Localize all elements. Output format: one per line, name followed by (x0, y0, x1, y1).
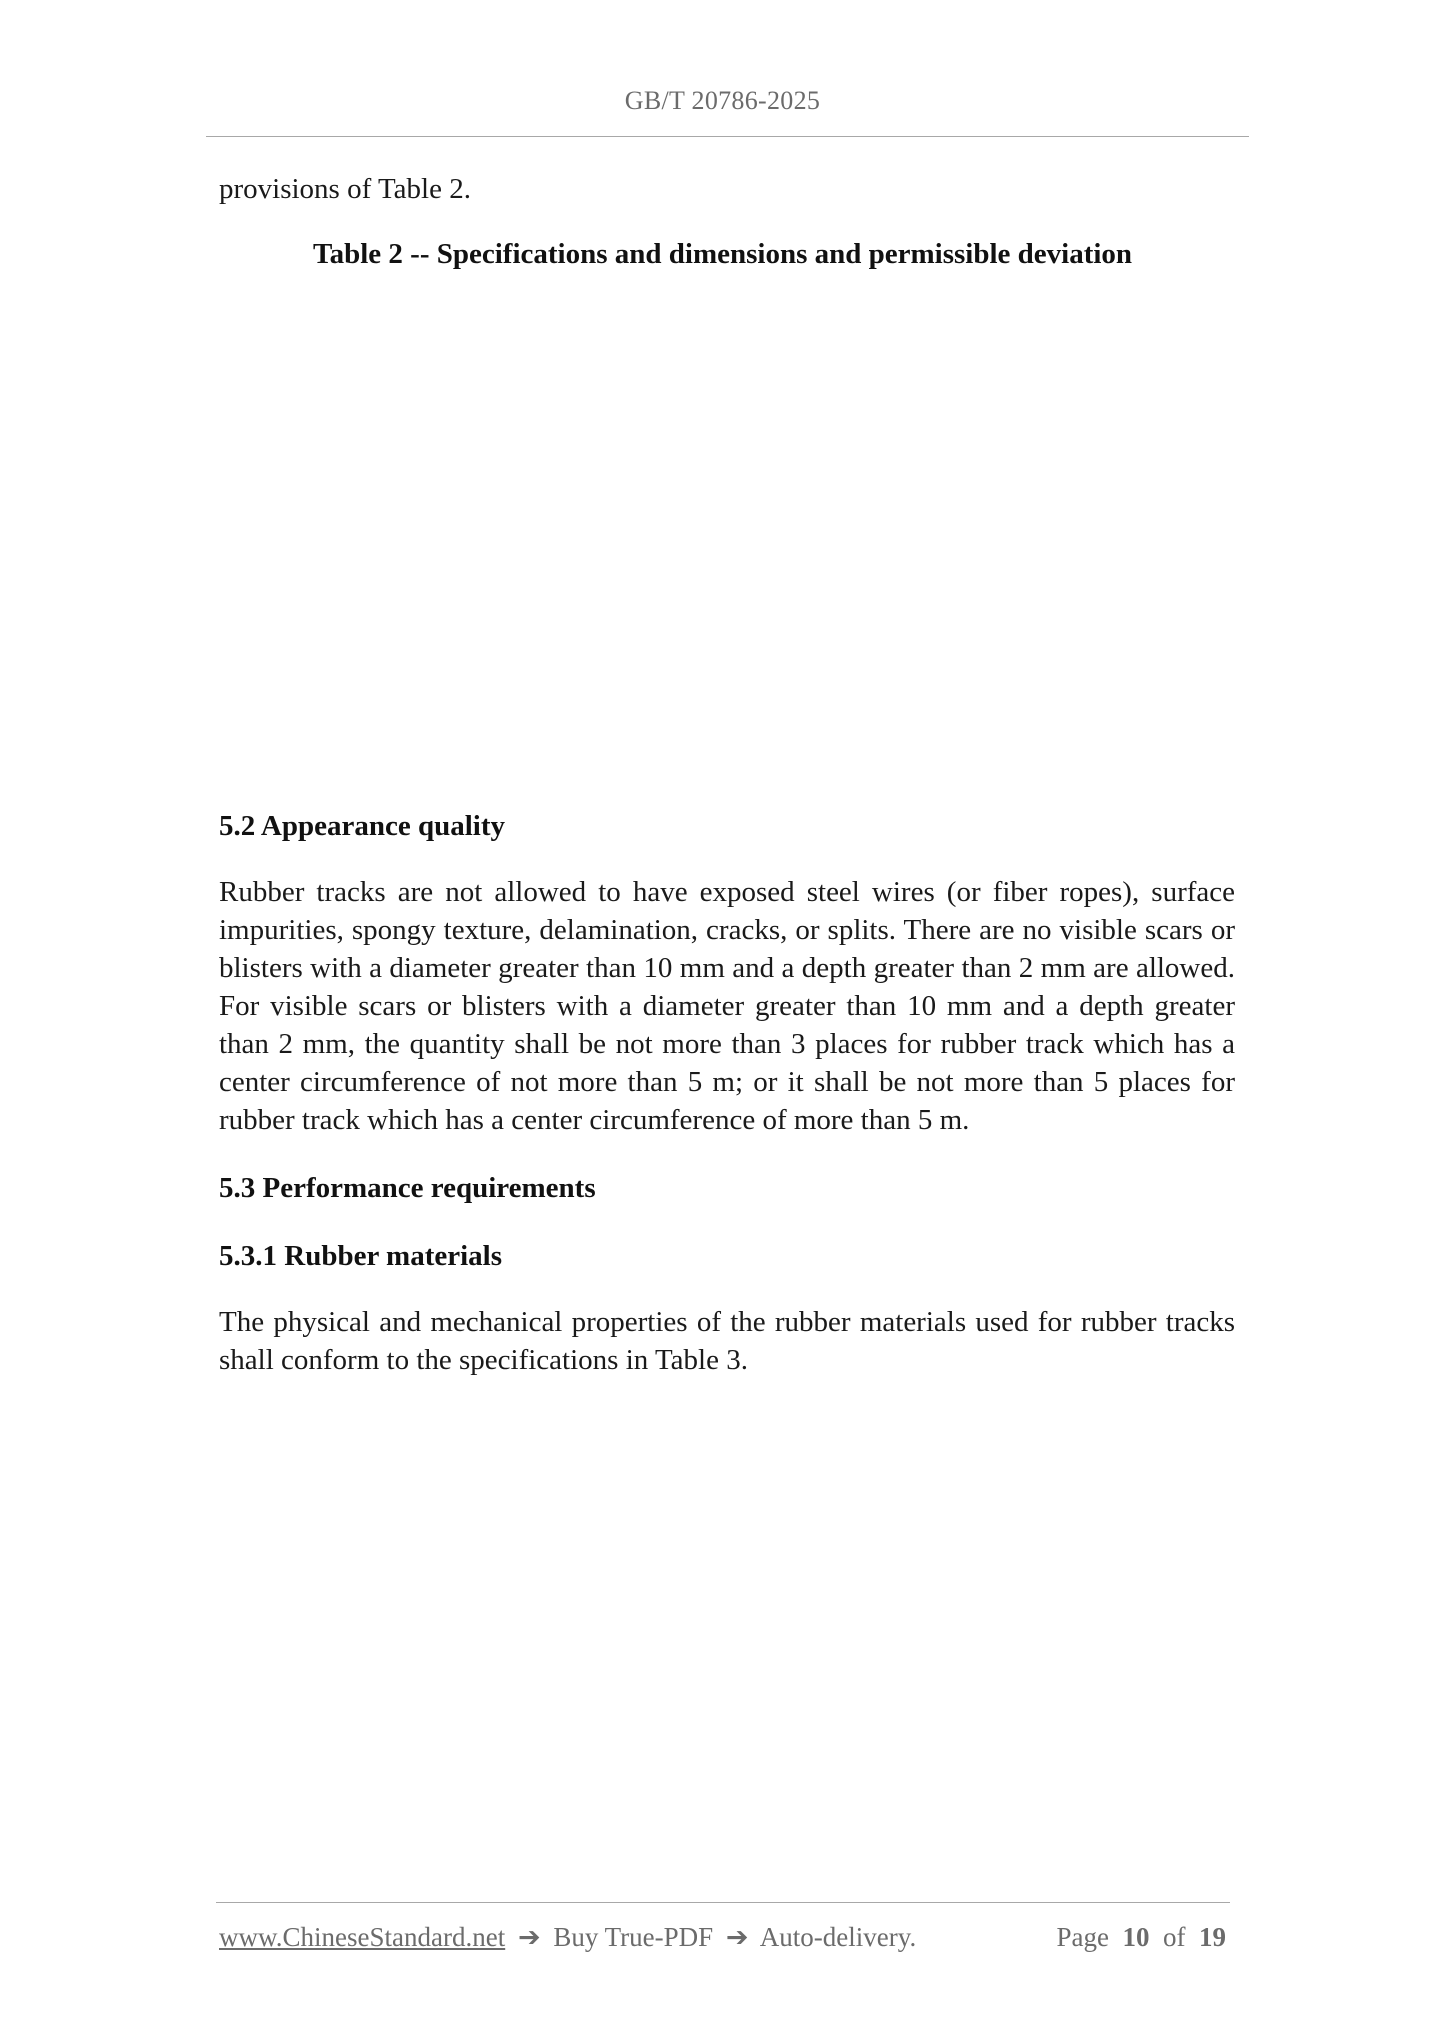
total-pages-number: 19 (1199, 1922, 1226, 1952)
table-placeholder-area (219, 290, 1235, 770)
page-footer (219, 1922, 1230, 1958)
current-page-number: 10 (1122, 1922, 1150, 1952)
arrow-right-icon: ➔ (725, 1922, 749, 1952)
section-heading-appearance-quality: 5.2 Appearance quality (219, 810, 505, 842)
appearance-quality-paragraph: Rubber tracks are not allowed to have exposed steel wires (or fiber ropes), surface impurities, spongy texture, delamination, cracks, or splits. There are no visible scars or blisters with a diameter greater than 10 mm and a depth greater than 2 mm are allowed. For visible scars or blisters with a diameter greater than 10 mm and a depth greater than 2 mm, the quantity shall be not more than 3 places for rubber track which has a center circumference of not more than 5 m; or it shall be not more than 5 places for rubber track which has a center circumference of more than 5 m. (219, 876, 1235, 1136)
footer-promo (219, 1922, 916, 1953)
auto-delivery-text: Auto-delivery. (759, 1922, 917, 1952)
rubber-materials-paragraph: The physical and mechanical properties of the rubber materials used for rubber tracks shall conform to the specifications in Table 3. (219, 1306, 1235, 1376)
table-caption: Table 2 -- Specifications and dimensions and permissible deviation (312, 238, 1133, 270)
buy-true-pdf-text: Buy True-PDF (553, 1922, 714, 1952)
page-indicator (1057, 1922, 1226, 1953)
of-label: of (1163, 1922, 1186, 1952)
header-divider (206, 136, 1249, 137)
section-heading-rubber-materials: 5.3.1 Rubber materials (219, 1240, 503, 1272)
footer-divider (216, 1902, 1230, 1903)
site-link[interactable]: www.ChineseStandard.net (219, 1922, 506, 1952)
intro-fragment: provisions of Table 2. (219, 173, 471, 205)
page-label: Page (1056, 1922, 1109, 1952)
arrow-right-icon: ➔ (517, 1922, 541, 1952)
section-heading-performance-requirements: 5.3 Performance requirements (219, 1172, 596, 1204)
document-header-title: GB/T 20786-2025 (624, 86, 821, 115)
